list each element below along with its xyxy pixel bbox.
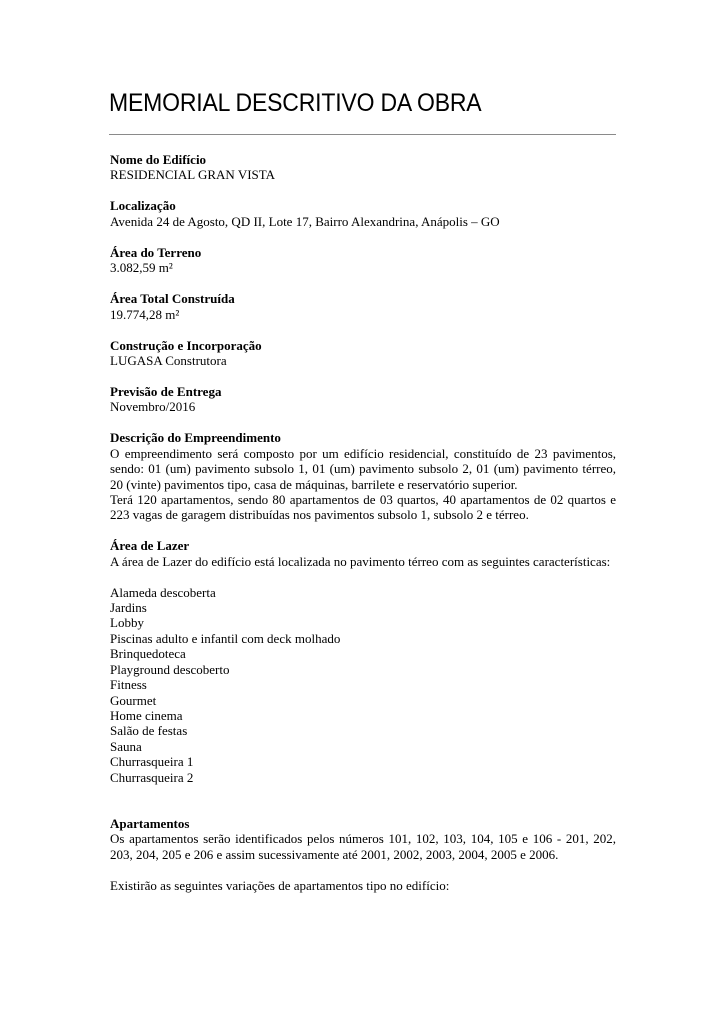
section-lazer bbox=[110, 538, 616, 784]
list-item: Playground descoberto bbox=[110, 661, 230, 677]
field-label: Nome do Edifício bbox=[110, 152, 207, 167]
list-item: Alameda descoberta bbox=[110, 584, 216, 600]
field-previsao-entrega bbox=[110, 384, 616, 415]
spacer bbox=[110, 862, 616, 877]
field-localizacao bbox=[110, 198, 616, 229]
field-value: Novembro/2016 bbox=[110, 399, 196, 415]
section-heading: Descrição do Empreendimento bbox=[110, 430, 281, 446]
apartamentos-paragraph-1: Os apartamentos serão identificados pelos números 101, 102, 103, 104, 105 e 106 - 201, 202, 203, 204, 205 e 206 e assim sucessivamente até 2001, 2002, 2003, 2004, 2005 e 2006. bbox=[110, 831, 616, 862]
field-area-terreno bbox=[110, 245, 616, 276]
field-value: LUGASA Construtora bbox=[110, 353, 227, 369]
field-label: Previsão de Entrega bbox=[110, 384, 222, 400]
title-divider bbox=[109, 134, 616, 135]
list-item: Lobby bbox=[110, 615, 144, 631]
list-item: Piscinas adulto e infantil com deck molhado bbox=[110, 630, 341, 646]
section-heading: Apartamentos bbox=[110, 815, 190, 831]
section-heading: Área de Lazer bbox=[110, 538, 190, 554]
list-item: Churrasqueira 1 bbox=[110, 754, 194, 770]
list-item: Salão de festas bbox=[110, 723, 188, 739]
descricao-paragraph-2: Terá 120 apartamentos, sendo 80 apartamentos de 03 quartos, 40 apartamentos de 02 quartos e 223 vagas de garagem distribuídas nos pavimentos subsolo 1, subsolo 2 e térreo. bbox=[110, 492, 616, 523]
field-value: RESIDENCIAL GRAN VISTA bbox=[110, 167, 276, 183]
field-value: 19.774,28 m² bbox=[110, 306, 180, 322]
field-value: 3.082,59 m² bbox=[110, 260, 173, 276]
descricao-paragraph-1: O empreendimento será composto por um edifício residencial, constituído de 23 pavimentos, sendo: 01 (um) pavimento subsolo 1, 01 (um) pavimento subsolo 2, 01 (um) pavimento térreo, 20 (vinte) pavimentos tipo, casa de máquinas, barrilete e reservatório superior. bbox=[110, 445, 616, 492]
document-title: MEMORIAL DESCRITIVO DA OBRA bbox=[109, 89, 482, 117]
list-item: Jardins bbox=[110, 600, 147, 616]
lazer-intro: A área de Lazer do edifício está localizada no pavimento térreo com as seguintes características: bbox=[110, 553, 611, 569]
field-value: Avenida 24 de Agosto, QD II, Lote 17, Bairro Alexandrina, Anápolis – GO bbox=[110, 213, 500, 229]
field-label: Área Total Construída bbox=[110, 291, 235, 307]
field-label: Construção e Incorporação bbox=[110, 337, 262, 353]
field-area-construida bbox=[110, 291, 616, 322]
apartamentos-paragraph-2: Existirão as seguintes variações de apartamentos tipo no edifício: bbox=[110, 877, 450, 893]
spacer bbox=[110, 801, 616, 816]
section-descricao bbox=[110, 430, 616, 522]
list-item: Fitness bbox=[110, 677, 147, 693]
field-label: Área do Terreno bbox=[110, 244, 202, 260]
field-nome-edificio bbox=[110, 152, 616, 183]
list-item: Gourmet bbox=[110, 692, 157, 708]
list-item: Brinquedoteca bbox=[110, 646, 186, 662]
amenity-list bbox=[110, 585, 616, 785]
list-item: Churrasqueira 2 bbox=[110, 769, 194, 785]
list-item: Home cinema bbox=[110, 707, 183, 723]
field-construcao bbox=[110, 338, 616, 369]
list-item: Sauna bbox=[110, 738, 142, 754]
field-label: Localização bbox=[110, 198, 176, 214]
document-body bbox=[110, 152, 616, 909]
section-apartamentos bbox=[110, 816, 616, 893]
